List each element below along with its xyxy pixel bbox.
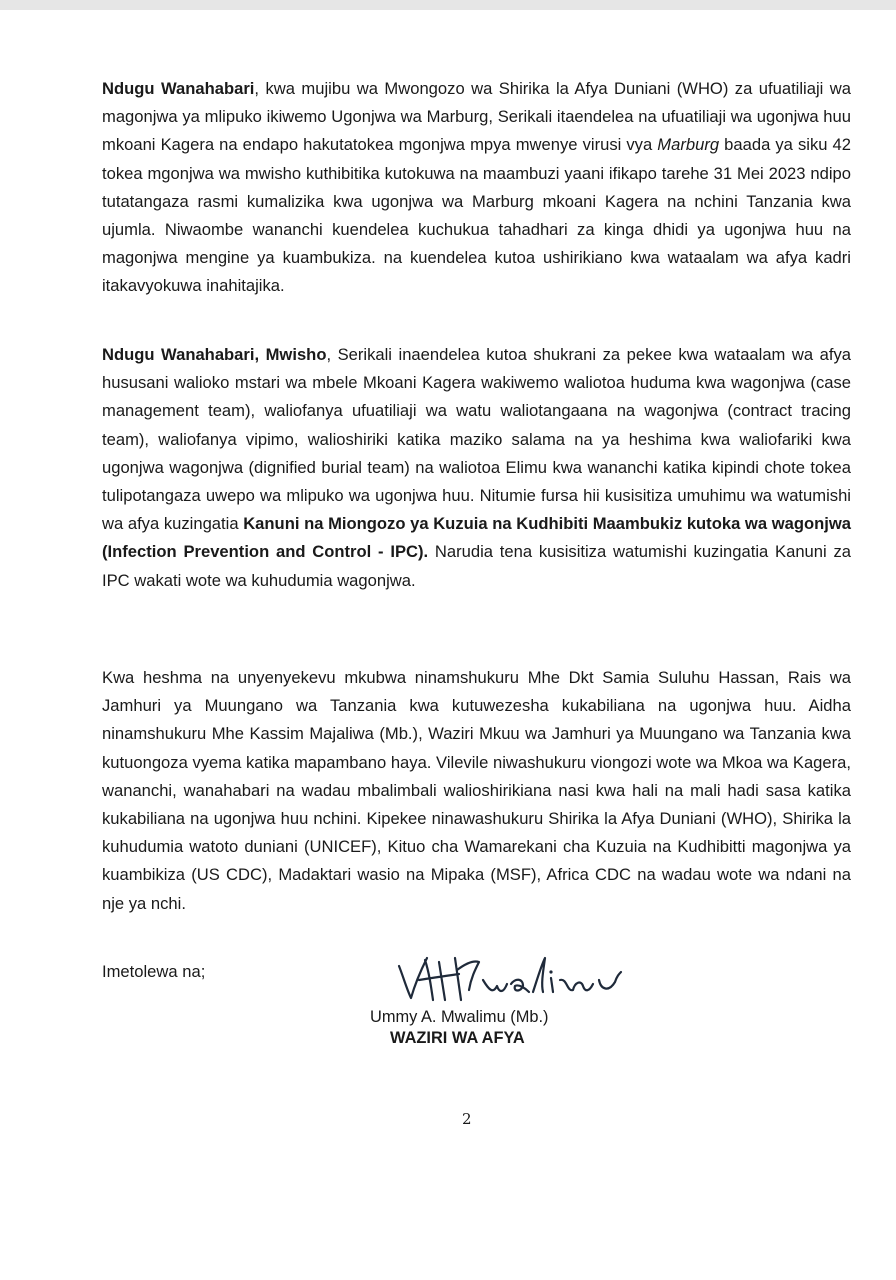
- signatory-name: Ummy A. Mwalimu (Mb.): [370, 1008, 549, 1026]
- signatory-title: WAZIRI WA AFYA: [390, 1029, 525, 1047]
- paragraph-text: Narudia tena kusisitiza watumishi kuzingatia Kanuni za IPC wakati wote wa kuhudumia wagonjwa.: [102, 542, 852, 590]
- lead-ndugu-wanahabari: Ndugu Wanahabari: [102, 79, 255, 98]
- paragraph-text: Kwa heshma na unyenyekevu mkubwa ninamshukuru Mhe Dkt Samia Suluhu Hassan, Rais wa Jamhuri ya Muungano wa Tanzania kwa kutuwezesha kukabiliana na ugonjwa huu. Aidha ninamshukuru Mhe Kassim Majaliwa (Mb.), Waziri Mkuu wa Jamhuri ya Muungano wa Tanzania kwa kutuongoza vyema katika mapambano haya. Vilevile niwashukuru viongozi wote wa Mkoa wa Kagera, wananchi, wanahabari na wadau mbalimbali walioshirikiana nasi kwa hali na mali hadi sasa katika kukabiliana na ugonjwa huu nchini. Kipekee ninawashukuru Shirika la Afya Duniani (WHO), Shirika la kuhudumia watoto duniani (UNICEF), Kituo cha Wamarekani cha Kuzuia na Kudhibitti magonjwa ya kuambikiza (US CDC), Madaktari wasio na Mipaka (MSF), Africa CDC na wadau wote wa ndani na nje ya nchi.: [102, 668, 851, 913]
- italic-marburg: Marburg: [657, 135, 720, 155]
- ipc-emphasis: Kanuni na Miongozo ya Kuzuia na Kudhibiti Maambukiz kutoka wa wagonjwa (Infection Prevention and Control - IPC).: [102, 514, 851, 562]
- paragraph-marburg-surveillance: [102, 75, 851, 301]
- paragraph-text: , kwa mujibu wa Mwongozo wa Shirika la Afya Duniani (WHO) za ufuatiliaji wa magonjwa ya mlipuko ikiwemo Ugonjwa wa Marburg, Serikali itaendelea na ufuatiliaji wa ugonjwa huu mkoani Kagera na endapo hakutatokea mgonjwa mpya mwenye virusi vya: [102, 79, 851, 155]
- page-number: 2: [462, 1110, 472, 1128]
- lead-ndugu-wanahabari-mwisho: Ndugu Wanahabari, Mwisho: [102, 345, 327, 364]
- paragraph-text: , Serikali inaendelea kutoa shukrani za pekee kwa wataalam wa afya hususani walioko mstari wa mbele Mkoani Kagera wakiwemo waliotoa huduma kwa wagonjwa (case management team), waliofanya ufuatiliaji wa watu waliotangaana na wagonjwa (contract tracing team), waliofanya vipimo, walioshiriki katika maziko salama na ya heshima kwa waliofariki kwa ugonjwa wagonjwa (dignified burial team) na waliotoa Elimu kwa wananchi katika kipindi chote tokea tulipotangaza uwepo wa mlipuko wa ugonjwa huu. Nitumie fursa hii kusisitiza umuhimu wa watumishi wa afya kuzingatia: [102, 345, 851, 534]
- paragraph-thanks-health-workers: [102, 341, 851, 595]
- handwritten-signature: [395, 950, 695, 1010]
- issued-by-label: Imetolewa na;: [102, 962, 206, 981]
- paragraph-acknowledgements: [102, 664, 851, 918]
- paragraph-text: baada ya siku 42 tokea mgonjwa wa mwisho kuthibitika kutokuwa na maambuzi yaani ifikapo tarehe 31 Mei 2023 ndipo tutatangaza rasmi kumalizika kwa ugonjwa wa Marburg mkoani Kagera na nchini Tanzania kwa ujumla. Niwaombe wananchi kuendelea kuchukua tahadhari za kinga dhidi ya ugonjwa huu na magonjwa mengine ya kuambukiza. na kuendelea kutoa ushirikiano kwa wataalam wa afya kadri itakavyokuwa inahitajika.: [102, 135, 851, 296]
- scan-top-edge: [0, 0, 896, 10]
